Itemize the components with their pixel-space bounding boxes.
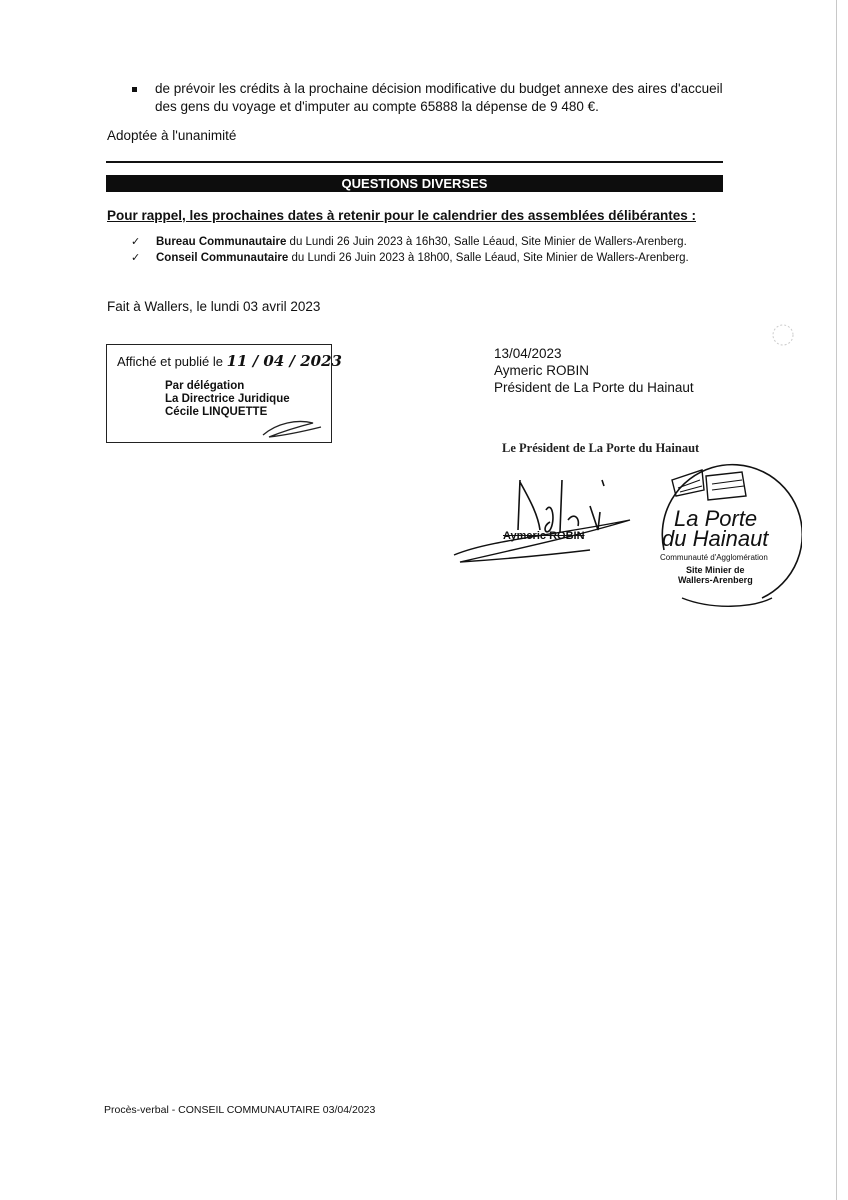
president-label: Le Président de La Porte du Hainaut	[502, 441, 700, 455]
meeting-body: Bureau Communautaire	[156, 236, 287, 248]
stamp-signature-icon	[257, 417, 327, 441]
seal-line-5: Wallers-Arenberg	[678, 575, 753, 585]
page-footer: Procès-verbal - CONSEIL COMMUNAUTAIRE 03/04/2023	[104, 1104, 376, 1116]
signature-date: 13/04/2023	[494, 346, 562, 361]
delegation-person: Cécile LINQUETTE	[165, 406, 268, 418]
checkmark-icon: ✓	[131, 251, 141, 264]
faint-stamp-icon	[770, 320, 796, 350]
section-title: QUESTIONS DIVERSES	[106, 175, 723, 192]
list-item	[131, 250, 689, 266]
checkmark-icon: ✓	[131, 235, 141, 248]
meeting-dates-list	[131, 234, 689, 266]
signature-block	[494, 345, 694, 396]
official-seal	[642, 450, 802, 615]
delegation-block	[165, 380, 290, 419]
seal-line-2: du Hainaut	[662, 526, 769, 551]
meeting-details: du Lundi 26 Juin 2023 à 18h00, Salle Léaud, Site Minier de Wallers-Arenberg.	[288, 252, 689, 264]
handwritten-signature-icon	[450, 460, 650, 570]
delegation-line: Par délégation	[165, 380, 245, 392]
place-and-date: Fait à Wallers, le lundi 03 avril 2023	[107, 299, 321, 314]
reminder-heading: Pour rappel, les prochaines dates à retenir pour le calendrier des assemblées délibérantes :	[107, 208, 696, 223]
bullet-square-icon	[132, 87, 137, 92]
handwritten-name: Aymeric ROBIN	[503, 530, 585, 542]
delegation-role: La Directrice Juridique	[165, 393, 290, 405]
section-divider	[106, 161, 723, 163]
scan-edge-line	[836, 0, 837, 1200]
signatory-name: Aymeric ROBIN	[494, 363, 590, 378]
signatory-title: Président de La Porte du Hainaut	[494, 380, 694, 395]
bullet-text: de prévoir les crédits à la prochaine décision modificative du budget annexe des aires d'accueil des gens du voyage et d'imputer au compte 65888 la dépense de 9 480 €.	[155, 81, 723, 114]
published-label: Affiché et publié le	[117, 354, 223, 369]
publication-stamp	[106, 344, 342, 443]
meeting-details: du Lundi 26 Juin 2023 à 16h30, Salle Léaud, Site Minier de Wallers-Arenberg.	[286, 236, 687, 248]
seal-line-4: Site Minier de	[686, 565, 745, 575]
adopted-statement: Adoptée à l'unanimité	[107, 128, 237, 143]
meeting-body: Conseil Communautaire	[156, 252, 289, 264]
published-date: 11 / 04 / 2023	[226, 352, 342, 370]
seal-line-1: La Porte	[674, 506, 758, 531]
seal-line-3: Communauté d'Agglomération	[660, 553, 768, 562]
list-item	[131, 234, 689, 250]
published-line	[117, 352, 342, 370]
